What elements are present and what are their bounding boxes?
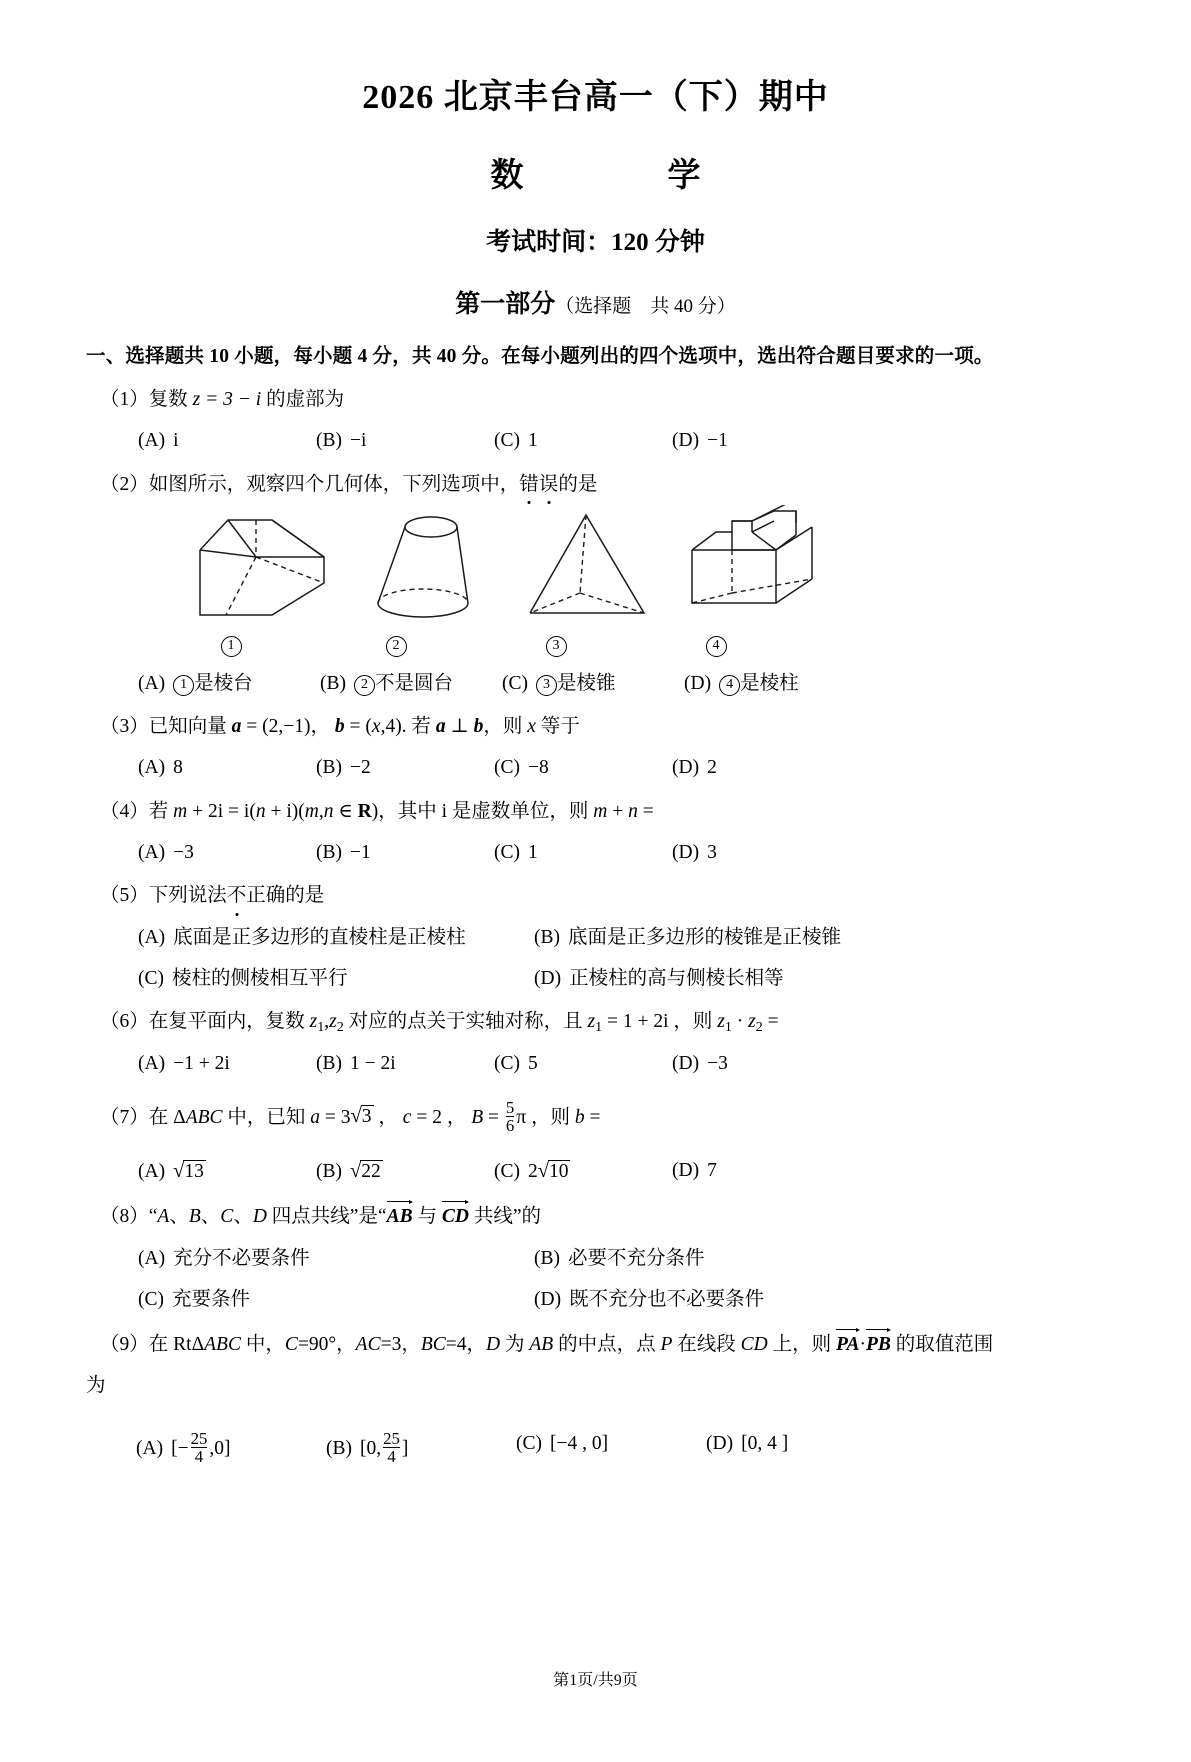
q5-emphasis: 不 [227,882,247,910]
question-3-stem: （3）已知向量 a = (2,−1)， b = (x,4). 若 a ⊥ b，则 x 等于 [100,716,580,738]
question-7-stem: （7）在 ΔABC 中，已知 a = 3√3 ， c = 2 ， B = $\frac{5}{6}$ π ，则 b = [100,1097,601,1136]
option-row-item[interactable] [706,1430,896,1458]
question-8-options-row-1 [86,1245,1105,1273]
option-label: (A) [136,1437,164,1459]
question-7-options [86,1157,1105,1187]
option-label: (B) [534,926,560,948]
figure-number-3: 3 [546,636,567,657]
question-8-stem: （8）“A、B、C、D 四点共线”是“AB 与 CD 共线”的 [86,1201,1105,1231]
question-2-figures [86,505,1105,629]
subject-title: 数 学 [490,157,727,194]
option-row-item[interactable] [316,754,494,782]
option-row-item[interactable] [494,754,672,782]
option-text: 棱柱的侧棱相互平行 [172,967,348,989]
vector-cd: CD [442,1201,469,1231]
q5-number: （5） [100,885,149,907]
page-footer [0,1667,1191,1690]
figure-2-cone-frustum [364,505,484,627]
q1-number: （1） [100,389,149,411]
question-7 [86,1099,1105,1187]
fraction-denominator: 4 [191,1447,208,1466]
option-circle-number: 4 [719,675,740,696]
q8-number: （8） [100,1206,149,1228]
option-label: (D) [706,1432,734,1454]
option-row-item[interactable] [136,1430,326,1466]
option-row-item[interactable] [672,1050,850,1078]
question-5-stem [86,882,1105,910]
part-one-heading [86,284,1105,320]
option-text: 1 [528,430,538,452]
question-2-options [86,670,1105,698]
option-label: (C) [494,757,520,779]
question-3-options [86,754,1105,782]
option-text: 充分不必要条件 [173,1247,310,1269]
question-9-stem-line-2: 为 [86,1374,106,1396]
option-text: 1 [528,842,538,863]
option-text: 正棱柱的高与侧棱长相等 [569,967,784,989]
option-label: (C) [494,842,520,863]
q1-text-suffix: 的虚部为 [261,389,345,411]
option-label: (D) [672,842,700,863]
option-text: 底面是正多边形的棱锥是正棱锥 [568,926,842,948]
option-circle-number: 2 [354,675,375,696]
option-row-item[interactable] [502,670,684,698]
q3-number: （3） [100,716,149,738]
option-text: 2 [707,757,717,779]
option-label: (D) [672,1159,700,1181]
option-label: (C) [494,1160,520,1182]
vector-pa: PA [836,1329,859,1359]
question-2 [86,471,1105,699]
option-row-item[interactable] [494,839,672,867]
option-row-item[interactable] [672,427,850,455]
option-text: √13 [173,1159,204,1182]
question-2-stem [86,471,1105,499]
option-text: 既不充分也不必要条件 [569,1289,765,1310]
q7-fraction [506,1099,514,1135]
option-label: (B) [326,1437,352,1459]
figure-number-4: 4 [706,636,727,657]
option-text: 不是圆台 [375,672,454,694]
option-label: (D) [534,1289,562,1310]
question-2-figure-numbers [86,631,1105,657]
option-row-item[interactable] [672,1157,850,1187]
option-text: −3 [707,1053,728,1075]
option-label: (C) [494,430,520,452]
option-row-item[interactable] [138,427,316,455]
option-label: (D) [684,672,712,694]
question-5-options-row-1 [86,924,1105,952]
vector-pb: PB [866,1329,891,1359]
question-1-options [86,427,1105,455]
option-row-item[interactable] [320,670,502,698]
q6-number: （6） [100,1011,149,1033]
option-circle-number: 1 [173,675,194,696]
option-text: −i [350,430,367,452]
option-row-item[interactable] [138,1157,316,1187]
option-text: √22 [350,1159,381,1182]
option-circle-number: 3 [536,675,557,696]
q7-number: （7） [100,1106,149,1128]
q2-number: （2） [100,473,149,495]
option-text: [− $\frac{25}{4}$ ,0] [171,1428,231,1467]
question-4 [86,798,1105,868]
option-text: 充要条件 [172,1289,251,1310]
option-row-item[interactable] [138,839,316,867]
option-text: i [173,430,179,452]
option-label: (D) [672,430,700,452]
page-number-label: 第1页/共9页 [553,1672,638,1689]
fraction-numerator: 25 [383,1428,400,1448]
figure-3-triangular-pyramid [524,505,652,627]
q2-text-a: 如图所示，观察四个几何体，下列选项中， [148,473,520,495]
option-text: 7 [707,1159,717,1181]
option-row-item[interactable] [316,1050,494,1078]
option-row-item[interactable] [138,965,534,993]
question-4-stem: （4）若 m + 2i = i(n + i)(m,n ∈ R)，其中 i 是虚数单位，则 m + n = [100,800,654,822]
option-text: −1 + 2i [173,1053,230,1075]
option-row-item[interactable] [326,1430,516,1466]
question-1-stem [86,386,1105,414]
q2-emphasis-2: 误 [539,471,559,499]
option-row-item[interactable] [138,924,534,952]
q9-number: （9） [100,1334,149,1356]
option-row-item[interactable] [138,1245,534,1273]
q1-math: z = 3 − i [192,389,262,411]
option-row-item[interactable] [138,754,316,782]
option-row-item[interactable] [494,1050,672,1078]
option-row-item[interactable] [516,1430,706,1458]
part-one-label: 第一部分 [455,290,556,318]
option-label: (A) [138,926,166,948]
fraction-denominator: 6 [505,1116,515,1136]
option-text: 是棱台 [194,672,253,694]
question-9-stem-line-1: （9）在 RtΔABC 中，C=90°，AC=3，BC=4，D 为 AB 的中点，点 P 在线段 CD 上，则 PA·PB 的取值范围 [86,1329,1105,1359]
option-label: (D) [534,967,562,989]
question-6-options [86,1050,1105,1078]
option-row-item[interactable] [534,1286,930,1314]
figure-number-2: 2 [386,636,407,657]
option-row-item[interactable] [138,1286,534,1314]
part-one-sublabel: （选择题 共 40 分） [555,295,736,317]
fraction-denominator: 4 [383,1447,400,1466]
question-3 [86,713,1105,783]
option-text: −3 [173,842,194,863]
option-text: 必要不充分条件 [568,1247,705,1269]
option-label: (A) [138,1247,166,1269]
q5-text-a: 下列说法 [148,885,227,907]
option-label: (B) [320,672,346,694]
option-text: 2√10 [528,1159,569,1182]
vector-ab: AB [387,1201,413,1231]
option-row-item[interactable] [316,839,494,867]
question-6-stem: （6）在复平面内，复数 $z_1,z_2$ 对应的点关于实轴对称，且 $z_1 = 1 + 2i$ ，则 $z_1 \cdot z_2$ = [100,1011,779,1035]
question-5-options-row-2 [86,965,1105,993]
option-text: 1 − 2i [350,1053,396,1075]
option-row-item[interactable] [534,1245,930,1273]
option-text: [0, $\frac{25}{4}$ ] [360,1428,409,1467]
option-label: (C) [494,1053,520,1075]
option-row-item[interactable] [494,1157,672,1187]
exam-duration: 考试时间：120 分钟 [486,228,705,256]
option-label: (A) [138,672,166,694]
option-label: (C) [516,1432,542,1454]
option-text: −8 [528,757,549,779]
option-label: (B) [316,842,342,863]
exam-page [0,78,1191,1762]
q4-number: （4） [100,800,149,822]
option-label: (C) [502,672,528,694]
option-row-item[interactable] [672,839,850,867]
option-label: (A) [138,430,166,452]
option-label: (B) [316,1053,342,1075]
figure-4-grooved-box [684,505,820,627]
question-5 [86,882,1105,993]
option-label: (A) [138,757,166,779]
option-row-item[interactable] [684,670,866,698]
figure-1-prism-frustum [194,505,329,627]
option-label: (D) [672,757,700,779]
page-title: 2026 北京丰台高一（下）期中 [362,79,829,116]
option-row-item[interactable] [494,427,672,455]
option-label: (B) [316,1160,342,1182]
question-4-options [86,839,1105,867]
figure-number-1: 1 [221,636,242,657]
option-label: (A) [138,1053,166,1075]
question-6 [86,1008,1105,1079]
option-label: (C) [138,967,164,989]
option-row-item[interactable] [316,427,494,455]
option-row-item[interactable] [534,924,930,952]
option-text: 3 [707,842,717,863]
section-instruction: 一、选择题共 10 小题，每小题 4 分，共 40 分。在每小题列出的四个选项中，选出符合题目要求的一项。 [86,345,994,367]
option-label: (A) [138,842,166,863]
option-text: [−4 , 0] [550,1432,609,1454]
option-text: 是棱柱 [740,672,799,694]
fraction-numerator: 5 [505,1097,515,1117]
option-label: (B) [316,430,342,452]
option-label: (D) [672,1053,700,1075]
option-label: (A) [138,1160,166,1182]
q2-emphasis-1: 错 [519,471,539,499]
option-text: −2 [350,757,371,779]
question-1 [86,386,1105,456]
option-text: 5 [528,1053,538,1075]
question-9-options [86,1430,1105,1466]
fraction-numerator: 25 [190,1428,208,1448]
option-text: 底面是正多边形的直棱柱是正棱柱 [173,926,466,948]
question-9 [86,1329,1105,1466]
question-8 [86,1201,1105,1314]
option-text: 是棱锥 [557,672,616,694]
option-row-item[interactable] [138,670,320,698]
q1-text-prefix: 复数 [148,389,193,411]
option-label: (B) [534,1247,560,1269]
option-text: −1 [350,842,371,863]
option-row-item[interactable] [534,965,930,993]
option-row-item[interactable] [316,1157,494,1187]
option-label: (C) [138,1289,164,1310]
option-row-item[interactable] [138,1050,316,1078]
option-label: (B) [316,757,342,779]
q5-text-b: 正确的是 [246,885,325,907]
option-row-item[interactable] [672,754,850,782]
option-text: 8 [173,757,183,779]
option-text: [0, 4 ] [741,1432,789,1454]
question-8-options-row-2 [86,1286,1105,1314]
q2-text-b: 的是 [558,473,598,495]
option-text: −1 [707,430,728,452]
